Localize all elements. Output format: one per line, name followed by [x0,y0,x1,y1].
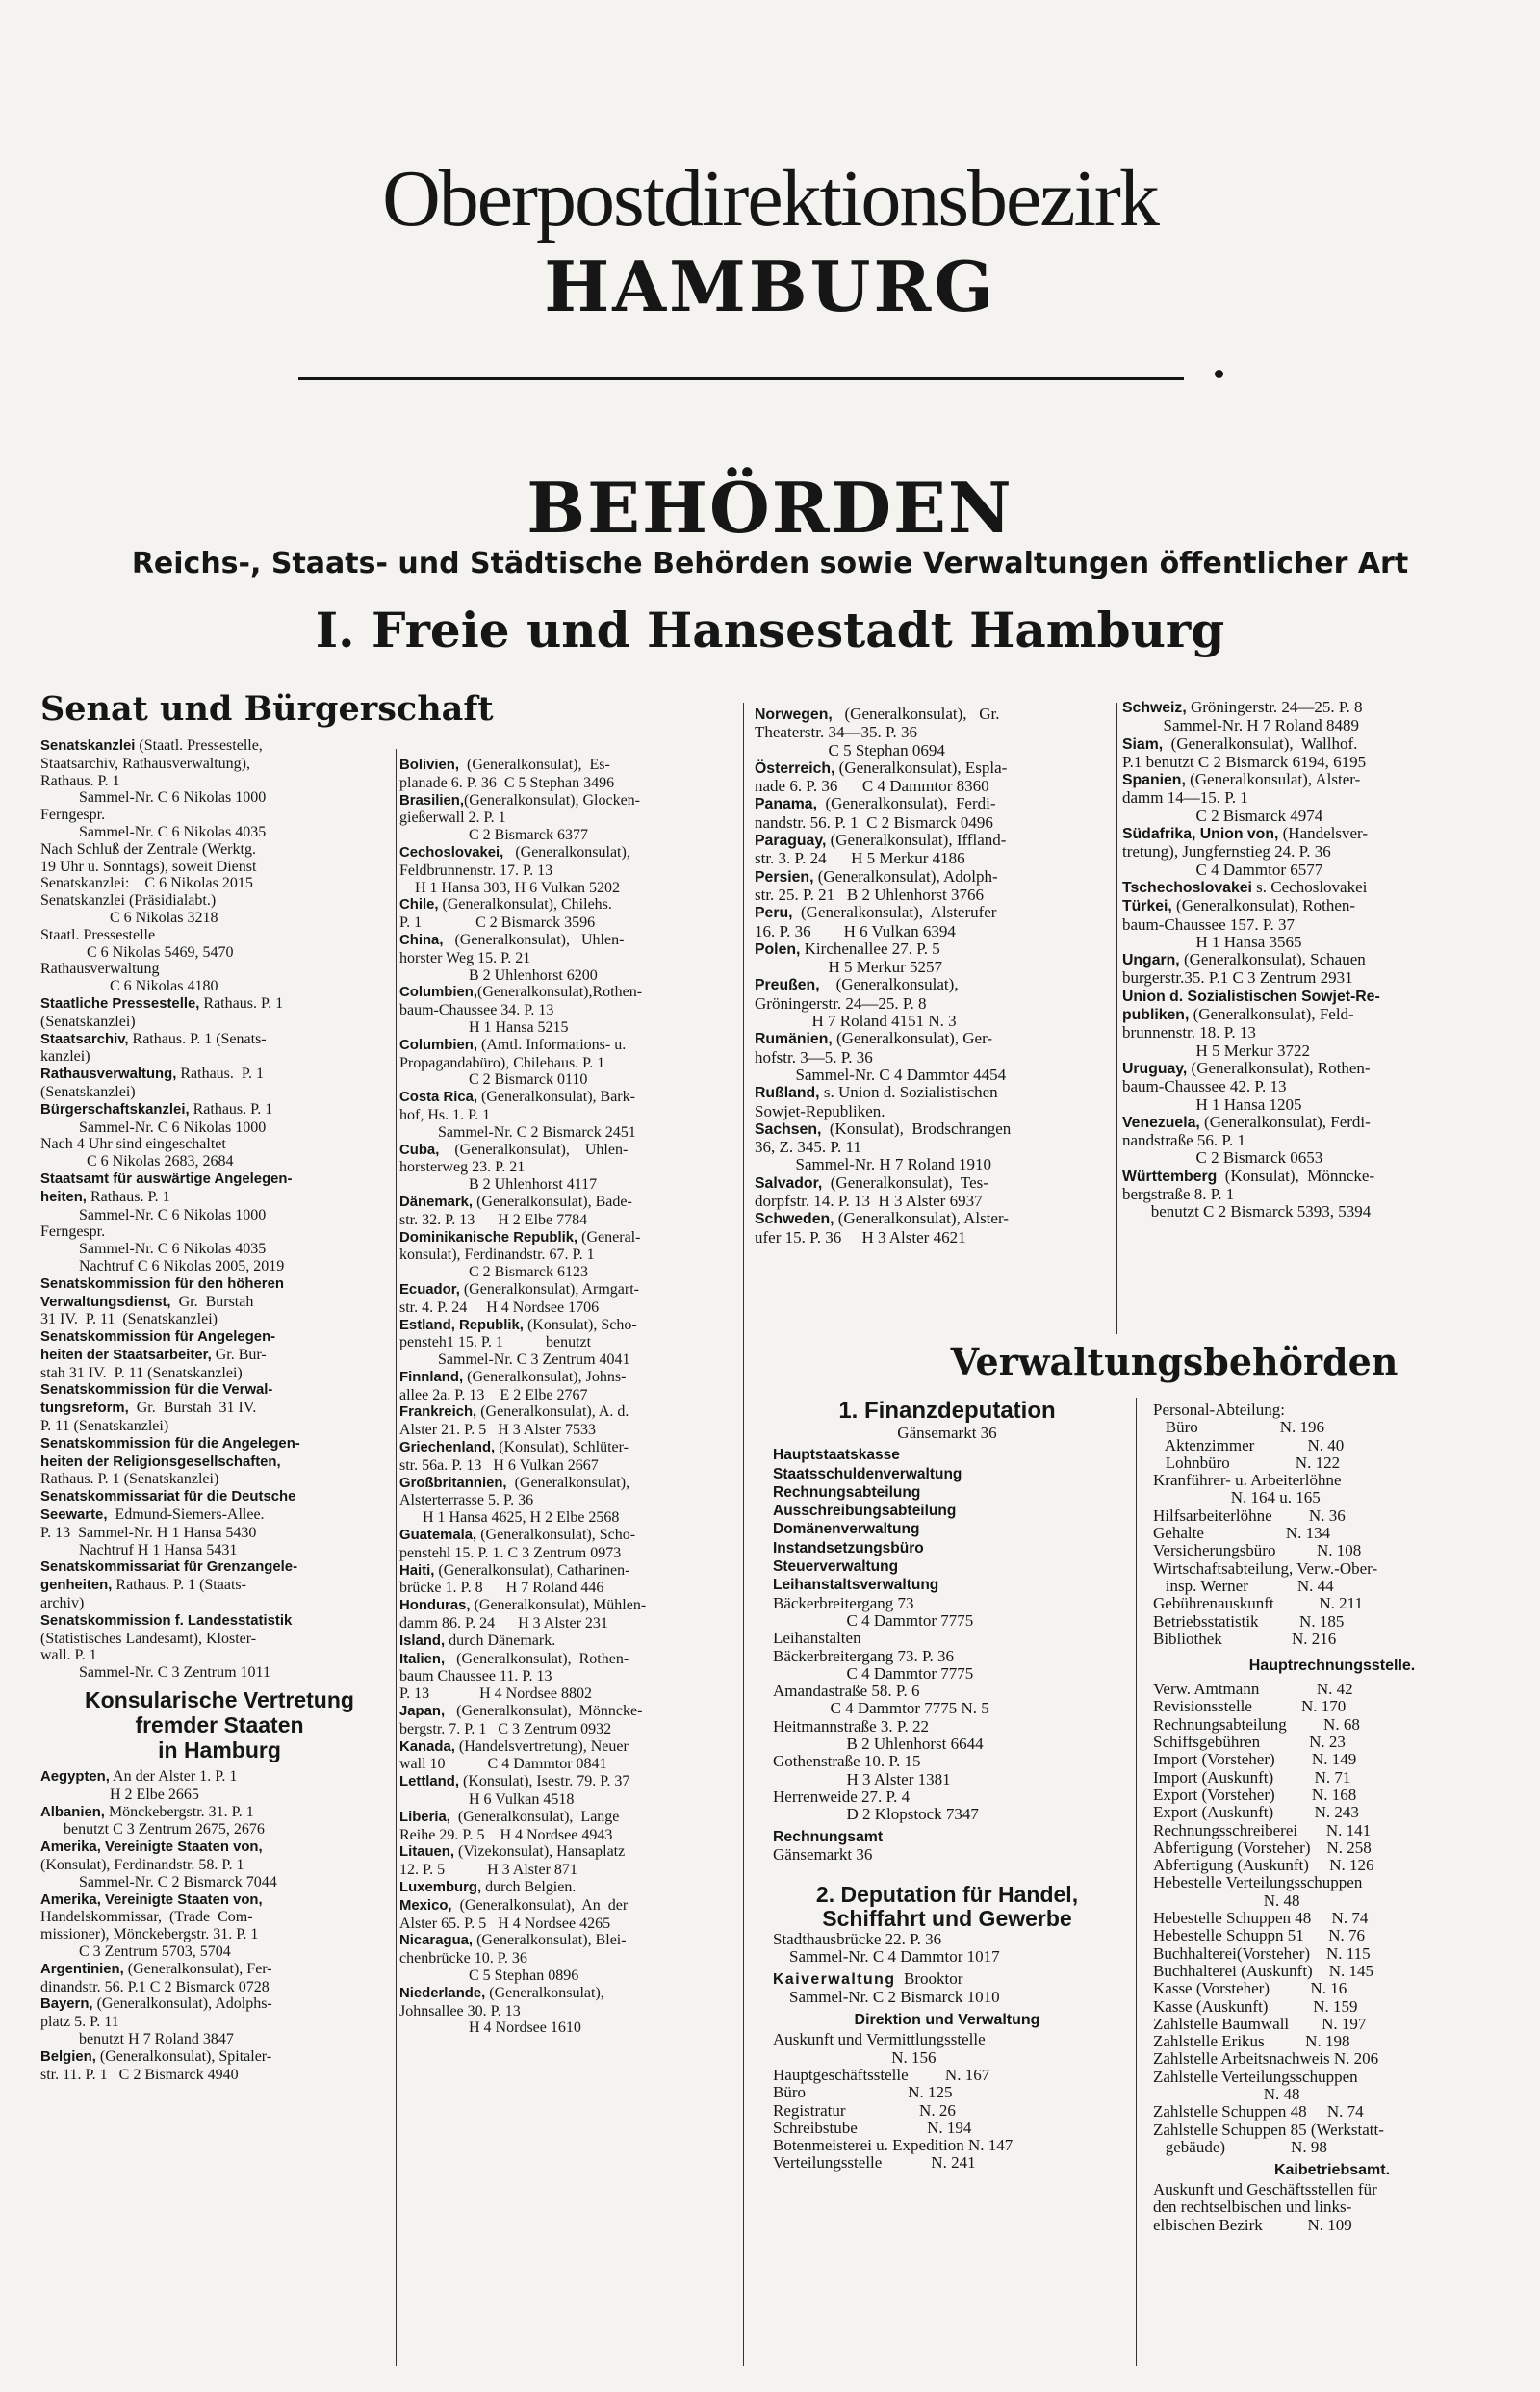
entry-text: (Generalkonsulat), Ger- hofstr. 3—5. P. 36 Sammel-Nr. C 4 Dammtor 4454 [755,1029,1007,1084]
directory-entry [1122,699,1507,735]
hauptrechnung-heading: Hauptrechnungsstelle. [1248,1658,1416,1675]
entry-text: (Generalkonsulat), Feldbrunnenstr. 17. P. 13 H 1 Hansa 303, H 6 Vulkan 5202 [399,843,630,896]
entry-name: Cuba, [399,1142,440,1158]
entry-name: Italien, [399,1651,446,1667]
entry-name: Staatsamt für auswärtige Angelegen- heiten, [40,1170,293,1205]
entry-text: Rathaus. P. 1 (Senatskanzlei) [40,1471,219,1488]
konsular-heading: Konsularische Vertretung fremder Staaten in Hamburg [85,1687,354,1763]
directory-entry [40,1961,398,1996]
entry-name: Dominikanische Republik, [399,1229,578,1246]
entry-name: Paraguay, [755,833,827,850]
entry-name: Senatskommissariat für Grenzangele- genheiten, [40,1559,298,1594]
directory-entry [755,1174,1111,1211]
personal-text: Personal-Abteilung: Büro N. 196 Aktenzimmer N. 40 Lohnbüro N. 122 Kranführer- u. Arbeiterlöhne N. 164 u. 165 Hilfsarbeiterlöhne N. 36 Gehalte N. 134 Versicherungsbüro N. 108 Wirtschaftsabteilung, Verw.-Ober- insp. Werner N. 44 Gebührenauskunft N. 211 Betriebsstatistik N. 185 Bibliothek N. 216 [1153,1401,1378,1648]
entry-name: Haiti, [399,1562,435,1579]
part-title: I. Freie und Hansestadt Hamburg [315,602,1225,658]
directory-entry [399,1369,741,1404]
entry-text: (Generalkonsulat), Uhlen- horster Weg 15. P. 21 B 2 Uhlenhorst 6200 [399,931,625,984]
entry-text: (Handelsver- tretung), Jungfernstieg 24. P. 36 C 4 Dammtor 6577 [1122,824,1369,879]
entry-name: Bolivien, [399,758,459,773]
directory-entry [399,1527,741,1562]
entry-name: Senatskommission für den höheren Verwaltungsdienst, [40,1275,284,1310]
directory-entry [40,1995,398,2047]
entry-name: Nicaragua, [399,1933,474,1949]
directory-entry [40,1381,398,1434]
entry-name: Salvador, [755,1174,823,1192]
directory-entry [40,1804,398,1839]
directory-entry [399,1194,741,1229]
entry-name: Columbien, [399,985,477,1001]
directory-entry [399,1562,741,1598]
entry-text: (Generalkonsulat), Bark- hof, Hs. 1. P. 1 Sammel-Nr. C 2 Bismarck 2451 [399,1089,636,1141]
entry-name: Columbien, [399,1037,477,1053]
kaibetrieb-text: Auskunft und Geschäftsstellen für den rechtselbischen und links- elbischen Bezirk N. 109 [1153,2180,1377,2234]
entry-text: (Generalkonsulat), Johnsallee 30. P. 13 H 4 Nordsee 1610 [399,1984,604,2037]
entry-name: Griechenland, [399,1440,496,1456]
entry-text: (Generalkonsulat), Scho- penstehl 15. P. 1. C 3 Zentrum 0973 [399,1527,636,1561]
region-title: Oberpostdirektionsbezirk [382,154,1158,244]
entry-text: (Generalkonsulat), Wallhof. P.1 benutzt C 2 Bismarck 6194, 6195 [1122,733,1367,771]
entry-name: Cechoslovakei, [399,844,504,861]
column-konsulate-n-s [755,706,1111,1331]
directory-entry [1122,771,1507,825]
kaibetrieb-heading: Kaibetriebsamt. [1273,2162,1391,2179]
entry-text: Mönckebergstr. 31. P. 1 benutzt C 3 Zentrum 2675, 2676 [64,1803,265,1839]
directory-entry [40,1558,398,1611]
entry-name: Württemberg [1122,1168,1218,1185]
entry-text: durch Dänemark. [445,1632,556,1649]
section-subtitle: Reichs-, Staats- und Städtische Behörden sowie Verwaltungen öffentlicher Art [131,547,1409,580]
directory-entry [40,737,398,995]
entry-name: Litauen, [399,1844,455,1861]
directory-entry [399,1281,741,1317]
rechnungsamt-entry [773,1828,1121,1846]
entry-name: Chile, [399,897,439,913]
directory-entry [399,1932,741,1984]
entry-text: Rathaus. P. 1 (Senats- kanzlei) [40,1030,267,1066]
directory-entry [399,1879,741,1897]
directory-entry [399,984,741,1036]
entry-name: Türkei, [1122,898,1172,915]
directory-entry [755,1084,1111,1120]
entry-name: Schweden, [755,1211,834,1228]
directory-entry [755,795,1111,832]
entry-name: Polen, [755,940,801,958]
column-divider-2 [743,703,744,2366]
entry-text: (Generalkonsulat), Lange Reihe 29. P. 5 H 4 Nordsee 4943 [399,1808,620,1843]
entry-name: Aegypten, [40,1769,110,1786]
entry-text: (Generalkonsulat), Feld- brunnenstr. 18. P. 13 H 5 Merkur 3722 [1122,1005,1354,1060]
entry-text: Edmund-Siemers-Allee. P. 13 Sammel-Nr. H 1 Hansa 5430 Nachtruf H 1 Hansa 5431 [40,1506,265,1558]
directory-entry [399,1633,741,1651]
verwaltung-heading: Verwaltungsbehörden [950,1340,1399,1383]
entry-text: (Generalkonsulat),Rothen- baum-Chaussee 34. P. 13 H 1 Hansa 5215 [399,984,643,1036]
entry-text: (Vizekonsulat), Hansaplatz 12. P. 5 H 3 Alster 871 [399,1843,626,1879]
directory-entry [1122,1168,1507,1222]
directory-entry [755,1120,1111,1174]
entry-name: Schweiz, [1122,700,1187,716]
entry-text: (General- konsulat), Ferdinandstr. 67. P. 1 C 2 Bismarck 6123 [399,1228,641,1281]
directory-entry [1122,735,1507,772]
directory-entry [1122,879,1507,897]
directory-entry [40,1328,398,1381]
rechnungsamt-text: Gänsemarkt 36 [773,1844,873,1864]
entry-text: (Generalkonsulat), Chilehs. P. 1 C 2 Bismarck 3596 [399,896,612,932]
directory-entry [399,1985,741,2037]
entry-name: Belgien, [40,2048,96,2065]
entry-name: Luxemburg, [399,1880,482,1895]
entry-text: (Generalkonsulat), Alster- damm 14—15. P. 1 C 2 Bismarck 4974 [1122,770,1361,825]
entry-name: Spanien, [1122,772,1186,789]
directory-entry [399,1229,741,1281]
entry-text: Rathaus. P. 1 (Senatskanzlei) [40,994,284,1030]
entry-text: (Generalkonsulat), Johns- allee 2a. P. 13 E 2 Elbe 2767 [399,1368,627,1403]
entry-name: Lettland, [399,1774,459,1790]
entry-name: Albanien, [40,1804,105,1820]
entry-text: Handelskommissar, (Trade Com- missioner), Mönckebergstr. 31. P. 1 C 3 Zentrum 5703, 5704 [40,1909,259,1960]
city-title: HAMBURG [544,245,996,327]
entry-text: (Generalkonsulat), Blei- chenbrücke 10. P. 36 C 5 Stephan 0896 [399,1932,627,1984]
directory-entry [399,1651,741,1703]
entry-name: Mexico, [399,1897,452,1914]
header-divider-dot [1215,370,1223,378]
entry-text: (Generalkonsulat), Uhlen- horsterweg 23. P. 21 B 2 Uhlenhorst 4117 [399,1141,629,1194]
entry-name: Rathausverwaltung, [40,1067,177,1083]
entry-text: (Generalkonsulat), Glocken- gießerwall 2. P. 1 C 2 Bismarck 6377 [399,791,641,844]
directory-entry [755,832,1111,868]
entry-text: (Generalkonsulat), A. d. Alster 21. P. 5 H 3 Alster 7533 [399,1403,629,1439]
directory-entry [40,1435,398,1488]
entry-text: (Generalkonsulat), Gr. Theaterstr. 34—35. P. 36 C 5 Stephan 0694 [755,705,1000,759]
column-divider-5 [1136,1398,1137,2366]
directory-entry [399,1897,741,1933]
konsulate-entries-3 [755,706,1111,1247]
kaiverwaltung-name: Kaiverwaltung [773,1970,896,1988]
directory-entry [755,940,1111,977]
direktion-text: Auskunft und Vermittlungsstelle N. 156 Hauptgeschäftsstelle N. 167 Büro N. 125 Registratur N. 26 Schreibstube N. 194 Botenmeisterei u. Expedition N. 147 Verteilungsstelle N. 241 [773,2030,1014,2173]
directory-entry [40,1891,398,1961]
entry-text: (Generalkonsulat), Es- planade 6. P. 36 C 5 Stephan 3496 [399,757,615,791]
rechnungsamt-name: Rechnungsamt [773,1828,884,1845]
entry-text: (Generalkonsulat), Alster- ufer 15. P. 36 H 3 Alster 4621 [755,1209,1009,1247]
entry-text: Rathaus. P. 1 (Senatskanzlei) [40,1066,265,1100]
deputation2-heading: 2. Deputation für Handel, Schiffahrt und Gewerbe [815,1882,1079,1932]
directory-entry [399,1403,741,1439]
entry-text: (Staatl. Pressestelle, Staatsarchiv, Rathausverwaltung), Rathaus. P. 1 Sammel-Nr. C 6 Nikolas 1000 Ferngespr. Sammel-Nr. C 6 Nikolas 4035 Nach Schluß der Zentrale (Werktg. 19 Uhr u. Sonntags), soweit Dienst Senatskanzlei: C 6 Nikolas 2015 Senatskanzlei (Präsidialabt.) C 6 Nikolas 3218 Staatl. Pressestelle C 6 Nikolas 5469, 5470 Rathausverwaltung C 6 Nikolas 4180 [40,737,267,995]
entry-text: (Generalkonsulat), Rothen- baum-Chaussee 157. P. 37 H 1 Hansa 3565 [1122,896,1356,951]
directory-entry [755,868,1111,905]
directory-entry [399,844,741,896]
directory-entry [755,1030,1111,1084]
directory-entry [399,932,741,984]
directory-entry [40,1768,398,1804]
entry-name: Rumänien, [755,1031,833,1048]
entry-text: Rathaus. P. 1 Sammel-Nr. C 6 Nikolas 1000 Ferngespr. Sammel-Nr. C 6 Nikolas 4035 Nachtruf C 6 Nikolas 2005, 2019 [40,1188,285,1274]
entry-name: Guatemala, [399,1528,477,1544]
header-divider [298,377,1184,380]
directory-entry [1122,1060,1507,1114]
entry-text: (Konsulat), Isestr. 79. P. 37 H 6 Vulkan 4518 [462,1773,630,1809]
entry-name: Union d. Sozialistischen Sowjet-Re- publiken, [1122,988,1380,1024]
deputation2-text: Stadthausbrücke 22. P. 36 Sammel-Nr. C 4 Dammtor 1017 [773,1930,1000,1967]
directory-entry [1122,897,1507,951]
entry-text: (Konsulat), Schlüter- str. 56a. P. 13 H 6 Vulkan 2667 [399,1439,629,1474]
column-divider-1 [396,749,397,2366]
entry-name: Rußland, [755,1085,820,1102]
entry-name: Honduras, [399,1598,471,1614]
entry-text: s. Cechoslovakei [1251,877,1368,896]
entry-name: China, [399,932,444,948]
directory-entry [40,2048,398,2084]
entry-name: Dänemark, [399,1194,474,1210]
directory-entry [399,1037,741,1089]
entry-name: Uruguay, [1122,1060,1188,1077]
entry-name: Island, [399,1633,446,1649]
directory-entry [40,1170,398,1275]
entry-text: Gr. Bur- stah 31 IV. P. 11 (Senatskanzlei) [40,1346,267,1381]
column-konsulate-s-w [1122,699,1507,1334]
entry-name: Senatskommissariat für die Deutsche Seewarte, [40,1489,296,1524]
entry-name: Peru, [755,905,793,922]
column-konsulate-b-n [399,757,741,2366]
entry-name: Amerika, Vereinigte Staaten von, [40,1839,263,1856]
entry-text: (Konsulat), Brodschrangen 36, Z. 345. P. 11 Sammel-Nr. H 7 Roland 1910 [755,1119,1012,1174]
directory-entry [399,1142,741,1194]
directory-entry [399,896,741,932]
directory-entry [755,976,1111,1030]
entry-name: Bayern, [40,1996,93,2013]
entry-name: Liberia, [399,1809,450,1825]
finanz-units-text: Hauptstaatskasse Staatsschuldenverwaltung Rechnungsabteilung Ausschreibungsabteilung Domänenverwaltung Instandsetzungsbüro Steuerverwaltung Leihanstaltsverwaltung [773,1447,962,1594]
directory-entry [40,1031,398,1067]
directory-entry [755,1210,1111,1247]
entry-text: Gröningerstr. 24—25. P. 8 Sammel-Nr. H 7 Roland 8489 [1163,698,1363,735]
entry-text: (Generalkonsulat), Mönncke- bergstr. 7. P. 1 C 3 Zentrum 0932 [399,1703,643,1737]
directory-entry [40,1612,398,1682]
direktion-heading: Direktion und Verwaltung [854,2012,1040,2029]
entry-text: (Generalkonsulat), Alsterterrasse 5. P. 36 H 1 Hansa 4625, H 2 Elbe 2568 [399,1474,630,1527]
leihanstalt-text: Bäckerbreitergang 73 C 4 Dammtor 7775 Leihanstalten Bäckerbreitergang 73. P. 36 C 4 Dammtor 7775 Amandastraße 58. P. 6 C 4 Dammtor 7775 N. 5 Heitmannstraße 3. P. 22 B 2 Uhlenhorst 6644 Gothenstraße 10. P. 15 H 3 Alster 1381 Herrenweide 27. P. 4 D 2 Klopstock 7347 [773,1593,989,1824]
finanz-address: Gänsemarkt 36 [897,1424,997,1442]
konsulate-entries-2 [399,757,741,2037]
entry-name: Estland, Republik, [399,1317,524,1333]
entry-text: (Generalkonsulat), Adolph- str. 25. P. 21 B 2 Uhlenhorst 3766 [755,866,998,904]
directory-entry [755,706,1111,759]
entry-name: Südafrika, Union von, [1122,826,1279,843]
entry-text: (Generalkonsulat), Schauen burgerstr.35. P.1 C 3 Zentrum 2931 [1122,950,1366,988]
directory-entry [399,1089,741,1141]
entry-text: (Konsulat), Scho- pensteh1 15. P. 1 benutzt Sammel-Nr. C 3 Zentrum 4041 [399,1316,637,1369]
directory-entry [399,1597,741,1633]
directory-entry [399,792,741,844]
directory-entry [1122,951,1507,988]
entry-name: Venezuela, [1122,1114,1200,1131]
entry-text: (Konsulat), Mönncke- bergstraße 8. P. 1 benutzt C 2 Bismarck 5393, 5394 [1122,1166,1375,1222]
entry-text: (Generalkonsulat), Ferdi- nandstr. 56. P. 1 C 2 Bismarck 0496 [755,794,996,832]
directory-entry [399,1317,741,1369]
entry-text: (Generalkonsulat), Bade- str. 32. P. 13 H 2 Elbe 7784 [399,1193,632,1228]
kaiverwaltung-entry [773,1970,1121,2007]
entry-name: Kanada, [399,1738,455,1755]
entry-text: (Generalkonsulat), Fer- dinandstr. 56. P.1 C 2 Bismarck 0728 [40,1960,272,1995]
entry-text: (Handelsvertretung), Neuer wall 10 C 4 Dammtor 0841 [399,1737,629,1773]
directory-entry [755,759,1111,796]
directory-entry [40,1101,398,1170]
directory-entry [40,1839,398,1890]
entry-text: (Generalkonsulat), Spitaler- str. 11. P. 1 C 2 Bismarck 4940 [40,2047,272,2083]
entry-name: Staatliche Pressestelle, [40,995,200,1012]
entry-text: (Generalkonsulat), Ferdi- nandstraße 56. P. 1 C 2 Bismarck 0653 [1122,1112,1371,1168]
entry-name: Brasilien, [399,792,464,809]
entry-name: Senatskommission für Angelegen- heiten der Staatsarbeiter, [40,1329,276,1363]
hauptrechnung-text: Verw. Amtmann N. 42 Revisionsstelle N. 170 Rechnungsabteilung N. 68 Schiffsgebühren N. 23 Import (Vorsteher) N. 149 Import (Auskunft) N. 71 Export (Vorsteher) N. 168 Export (Auskunft) N. 243 Rechnungsschreiberei N. 141 Abfertigung (Vorsteher) N. 258 Abfertigung (Auskunft) N. 126 Hebestelle Verteilungsschuppen N. 48 Hebestelle Schuppen 48 N. 74 Hebestelle Schuppn 51 N. 76 Buchhalterei(Vorsteher) N. 115 Buchhalterei (Auskunft) N. 145 Kasse (Vorsteher) N. 16 Kasse (Auskunft) N. 159 Zahlstelle Baumwall N. 197 Zahlstelle Erikus N. 198 Zahlstelle Arbeitsnachweis N. 206 Zahlstelle Verteilungsschuppen N. 48 Zahlstelle Schuppen 48 N. 74 Zahlstelle Schuppen 85 (Werkstatt- gebäude) N. 98 [1153,1680,1384,2156]
entry-name: Senatskommission für die Verwal- tungsreform, [40,1382,273,1417]
entry-name: Finnland, [399,1369,464,1385]
entry-text: (Generalkonsulat), Armgart- str. 4. P. 24 H 4 Nordsee 1706 [399,1280,639,1316]
entry-text: durch Belgien. [481,1879,577,1895]
entry-text: (Generalkonsulat), Gröningerstr. 24—25. P. 8 H 7 Roland 4151 N. 3 [755,975,959,1031]
entry-text: (Konsulat), Ferdinandstr. 58. P. 1 Sammel-Nr. C 2 Bismarck 7044 [40,1857,277,1890]
senat-heading: Senat und Bürgerschaft [40,689,494,729]
entry-text: (Statistisches Landesamt), Kloster- wall. P. 1 Sammel-Nr. C 3 Zentrum 1011 [40,1630,270,1682]
directory-entry [1122,825,1507,879]
entry-text: Rathaus. P. 1 (Staats- archiv) [40,1577,246,1612]
entry-name: Senatskommission f. Landesstatistik [40,1612,293,1629]
column-divider-3 [1116,703,1117,1334]
entry-text: An der Alster 1. P. 1 H 2 Elbe 2665 [110,1768,238,1803]
directory-entry [399,1475,741,1527]
column-abteilungen [1153,1402,1511,2370]
column-finanzdeputation [773,1398,1121,2370]
entry-name: Sachsen, [755,1120,822,1138]
entry-text: Kirchenallee 27. P. 5 H 5 Merkur 5257 [804,939,943,977]
entry-name: Siam, [1122,735,1164,753]
directory-entry [40,1275,398,1328]
entry-name: Norwegen, [755,707,833,723]
directory-entry [40,1066,398,1101]
entry-name: Argentinien, [40,1961,124,1977]
directory-entry [399,757,741,792]
finanz-heading: 1. Finanzdeputation [838,1398,1056,1424]
finanz-units [773,1446,1121,1594]
entry-text: (Generalkonsulat), Tes- dorpfstr. 14. P. 13 H 3 Alster 6937 [755,1172,988,1211]
entry-name: Ungarn, [1122,952,1180,969]
entry-text: (Generalkonsulat), Adolphs- platz 5. P. 11 benutzt H 7 Roland 3847 [40,1995,272,2047]
entry-name: Tschechoslovakei [1122,879,1252,896]
entry-text: (Generalkonsulat), Alsterufer 16. P. 36 H 6 Vulkan 6394 [755,903,997,940]
directory-entry [40,995,398,1031]
kaiverwaltung-text: Brooktor Sammel-Nr. C 2 Bismarck 1010 [789,1968,1000,2007]
entry-name: Staatsarchiv, [40,1031,129,1047]
entry-name: Panama, [755,796,817,813]
konsular-entries [40,1768,398,2083]
directory-entry [399,1439,741,1475]
entry-text: Gr. Burstah 31 IV. P. 11 (Senatskanzlei) [40,1400,257,1435]
entry-text: (Generalkonsulat), Rothen- baum Chaussee 11. P. 13 P. 13 H 4 Nordsee 8802 [399,1650,629,1703]
senat-entries [40,737,398,1682]
directory-entry [755,904,1111,940]
entry-name: Preußen, [755,977,820,994]
directory-entry [399,1738,741,1774]
entry-text: (Amtl. Informations- u. Propagandabüro), Chilehaus. P. 1 C 2 Bismarck 0110 [399,1036,627,1089]
entry-name: Japan, [399,1704,446,1720]
entry-name: Großbritannien, [399,1475,507,1491]
directory-entry [399,1773,741,1809]
konsulate-entries-4 [1122,699,1507,1222]
entry-name: Senatskanzlei [40,738,136,754]
entry-text: (Generalkonsulat), Iffland- str. 3. P. 24 H 5 Merkur 4186 [755,831,1007,868]
directory-entry [1122,1114,1507,1168]
entry-text: (Generalkonsulat), Rothen- baum-Chaussee 42. P. 13 H 1 Hansa 1205 [1122,1058,1371,1114]
entry-name: Frankreich, [399,1404,477,1421]
entry-name: Ecuador, [399,1281,460,1298]
entry-name: Persien, [755,868,814,886]
directory-entry [399,1809,741,1844]
entry-name: Costa Rica, [399,1090,478,1106]
entry-text: Rathaus. P. 1 Sammel-Nr. C 6 Nikolas 1000 Nach 4 Uhr sind eingeschaltet C 6 Nikolas 2683, 2684 [40,1100,273,1170]
entry-name: Österreich, [755,759,835,777]
entry-name: Bürgerschaftskanzlei, [40,1101,190,1118]
entry-text: (Generalkonsulat), Espla- nade 6. P. 36 C 4 Dammtor 8360 [755,758,1008,796]
entry-name: Niederlande, [399,1985,486,2001]
entry-text: (Generalkonsulat), Mühlen- damm 86. P. 24 H 3 Alster 231 [399,1597,647,1633]
entry-text: Gr. Burstah 31 IV. P. 11 (Senatskanzlei) [40,1293,254,1328]
entry-text: (Generalkonsulat), Catharinen- brücke 1. P. 8 H 7 Roland 446 [399,1561,630,1597]
entry-text: (Generalkonsulat), An der Alster 65. P. 5 H 4 Nordsee 4265 [399,1896,629,1932]
entry-text: s. Union d. Sozialistischen Sowjet-Republiken. [755,1083,998,1120]
directory-entry [399,1843,741,1879]
directory-entry [1122,988,1507,1060]
entry-name: Senatskommission für die Angelegen- heiten der Religionsgesellschaften, [40,1435,300,1470]
directory-entry [399,1703,741,1738]
section-title: BEHÖRDEN [526,467,1014,549]
entry-name: Amerika, Vereinigte Staaten von, [40,1891,263,1908]
directory-entry [40,1488,398,1558]
